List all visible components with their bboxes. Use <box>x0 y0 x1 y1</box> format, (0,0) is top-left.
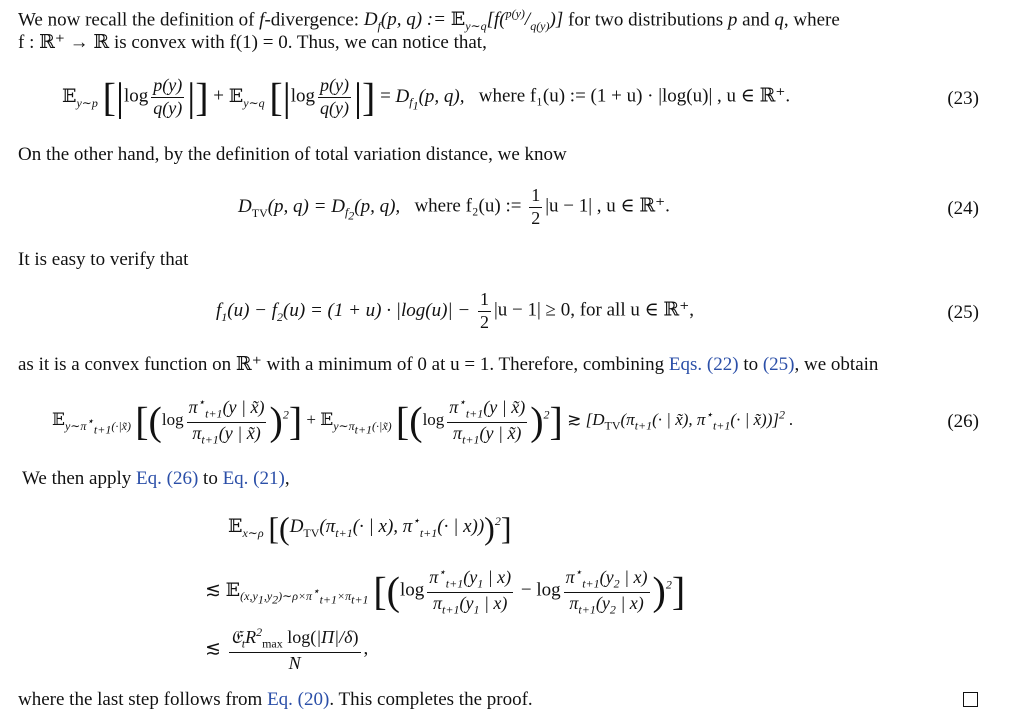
equation-26: 𝔼$_{y\sim\pi^⋆_{t+1}(\cdot|x̃)}$ [(log $\frac{\pi^⋆_{t+1}(y | x̃)}{\pi_{t+1}(y | x̃)}$ )$^2$] + 𝔼$_{y\sim\pi_{t+1}(\cdot|x̃)}$ [(log $\frac{\pi^⋆_{t+1}(y | x̃)}{\pi_{t+1}(y | x̃)}$ )$^2$] ≳ [$D_{TV}(\pi_{t+1}(\cdot$ | x̃), $\pi^⋆_{t+1}(\cdot$ | x̃))]$^2$ . <box>52 395 794 447</box>
eq23-where-clause: where f₁(u) := (1 + u) · |log(u)| , u ∈ ℝ⁺. <box>478 85 791 107</box>
derivation-line-2: ≲ 𝔼$_{(x,y_1,y_2)\sim\rho\times\pi^⋆_{t+1}\times\pi_{t+1}}$ [(log $\frac{\pi^⋆_{t+1}(y_1 | x)}{\pi_{t+1}(y_1 | x)}$ − log $\frac{\pi^⋆_{t+1}(y_2 | x)}{\pi_{t+1}(y_2 | x)}$ )$^2$] <box>205 565 686 617</box>
equation-25: $f_1(u) - f_2(u) = (1 + u) \cdot |\log(u)|$ − $\frac{1}{2}$ |u − 1| ≥ 0, for all u ∈ ℝ⁺, <box>216 289 694 332</box>
paragraph-total-variation: On the other hand, by the definition of total variation distance, we know <box>18 144 567 165</box>
para1-text-b: -divergence: <box>264 9 364 31</box>
para6-to: to <box>198 468 223 489</box>
para7-text-b: . This completes the proof. <box>329 689 533 710</box>
equation-24: $D_{TV}(p$, $q) = D_{f_2}(p$, q), where f₂(u) := $\frac{1}{2}$ |u − 1| , u ∈ ℝ⁺. <box>238 185 670 228</box>
link-eq-20[interactable]: Eq. (20) <box>267 689 330 710</box>
para6-text-a: We then apply <box>22 468 137 489</box>
para1-text-c: for two distributions <box>563 9 728 31</box>
eq25-tail: |u − 1| ≥ 0, for all u ∈ ℝ⁺, <box>493 299 694 321</box>
equation-23: 𝔼$_{y\sim p}$ [|log $\frac{p(y)}{q(y)}$ |] + 𝔼$_{y\sim q}$ [|log $\frac{p(y)}{q(y)}$ |] = $D_{f_1}(p$, q), where f₁(u) := (1 + u) · |log(u)| , u ∈ ℝ⁺. <box>62 74 791 120</box>
para5-to: to <box>738 354 763 375</box>
link-eq-25[interactable]: (25) <box>762 354 795 375</box>
para6-text-b: , <box>284 468 290 489</box>
para1-text-a: We now recall the definition of <box>18 9 260 31</box>
eq24-tail: |u − 1| , u ∈ ℝ⁺. <box>545 195 670 217</box>
paragraph-f-divergence: We now recall the definition of f-divergence: $D_f(p$, q) := $𝔼_{y\sim q}[f(^{p(y)}/_{q(y)})]$ for two distributions p and q, where <box>18 7 840 34</box>
paragraph-apply <box>22 469 290 490</box>
equation-number-23: (23) <box>947 88 979 109</box>
f-divergence-definition: $D_f(p$, q) := $𝔼_{y\sim q}[f(^{p(y)}/_{q(y)})]$ <box>363 7 564 34</box>
link-eq-26[interactable]: Eq. (26) <box>136 468 199 489</box>
para1-text-e: , where <box>783 9 840 31</box>
eq24-where-clause: where f₂(u) := <box>414 195 522 217</box>
paragraph-convex: f : ℝ⁺ → ℝ is convex with f(1) = 0. Thus, we can notice that, <box>18 32 487 53</box>
qed-box-icon <box>963 692 978 707</box>
link-eqs-22[interactable]: Eqs. (22) <box>668 354 739 375</box>
paragraph-combining <box>18 355 878 376</box>
derivation-line-1: 𝔼$_{x\sim\rho}$ [($D_{TV}(\pi_{t+1}(\cdot$ | x), $\pi^⋆_{t+1}(\cdot$ | x)))$^2$] <box>228 510 512 546</box>
para5-text-a: as it is a convex function on ℝ⁺ with a minimum of 0 at u = 1. Therefore, combining <box>18 354 669 375</box>
para1-text-d: and <box>737 9 775 31</box>
derivation-line-3: ≲ $\frac{𝔈_tR^2_{max} \log(|\Pi|/\delta)}{N}$ , <box>205 625 369 673</box>
paragraph-conclusion <box>18 690 533 711</box>
equation-number-24: (24) <box>947 198 979 219</box>
para5-text-b: , we obtain <box>794 354 879 375</box>
paragraph-verify: It is easy to verify that <box>18 249 189 270</box>
para7-text-a: where the last step follows from <box>18 689 268 710</box>
equation-number-25: (25) <box>947 302 979 323</box>
equation-number-26: (26) <box>947 411 979 432</box>
link-eq-21[interactable]: Eq. (21) <box>222 468 285 489</box>
